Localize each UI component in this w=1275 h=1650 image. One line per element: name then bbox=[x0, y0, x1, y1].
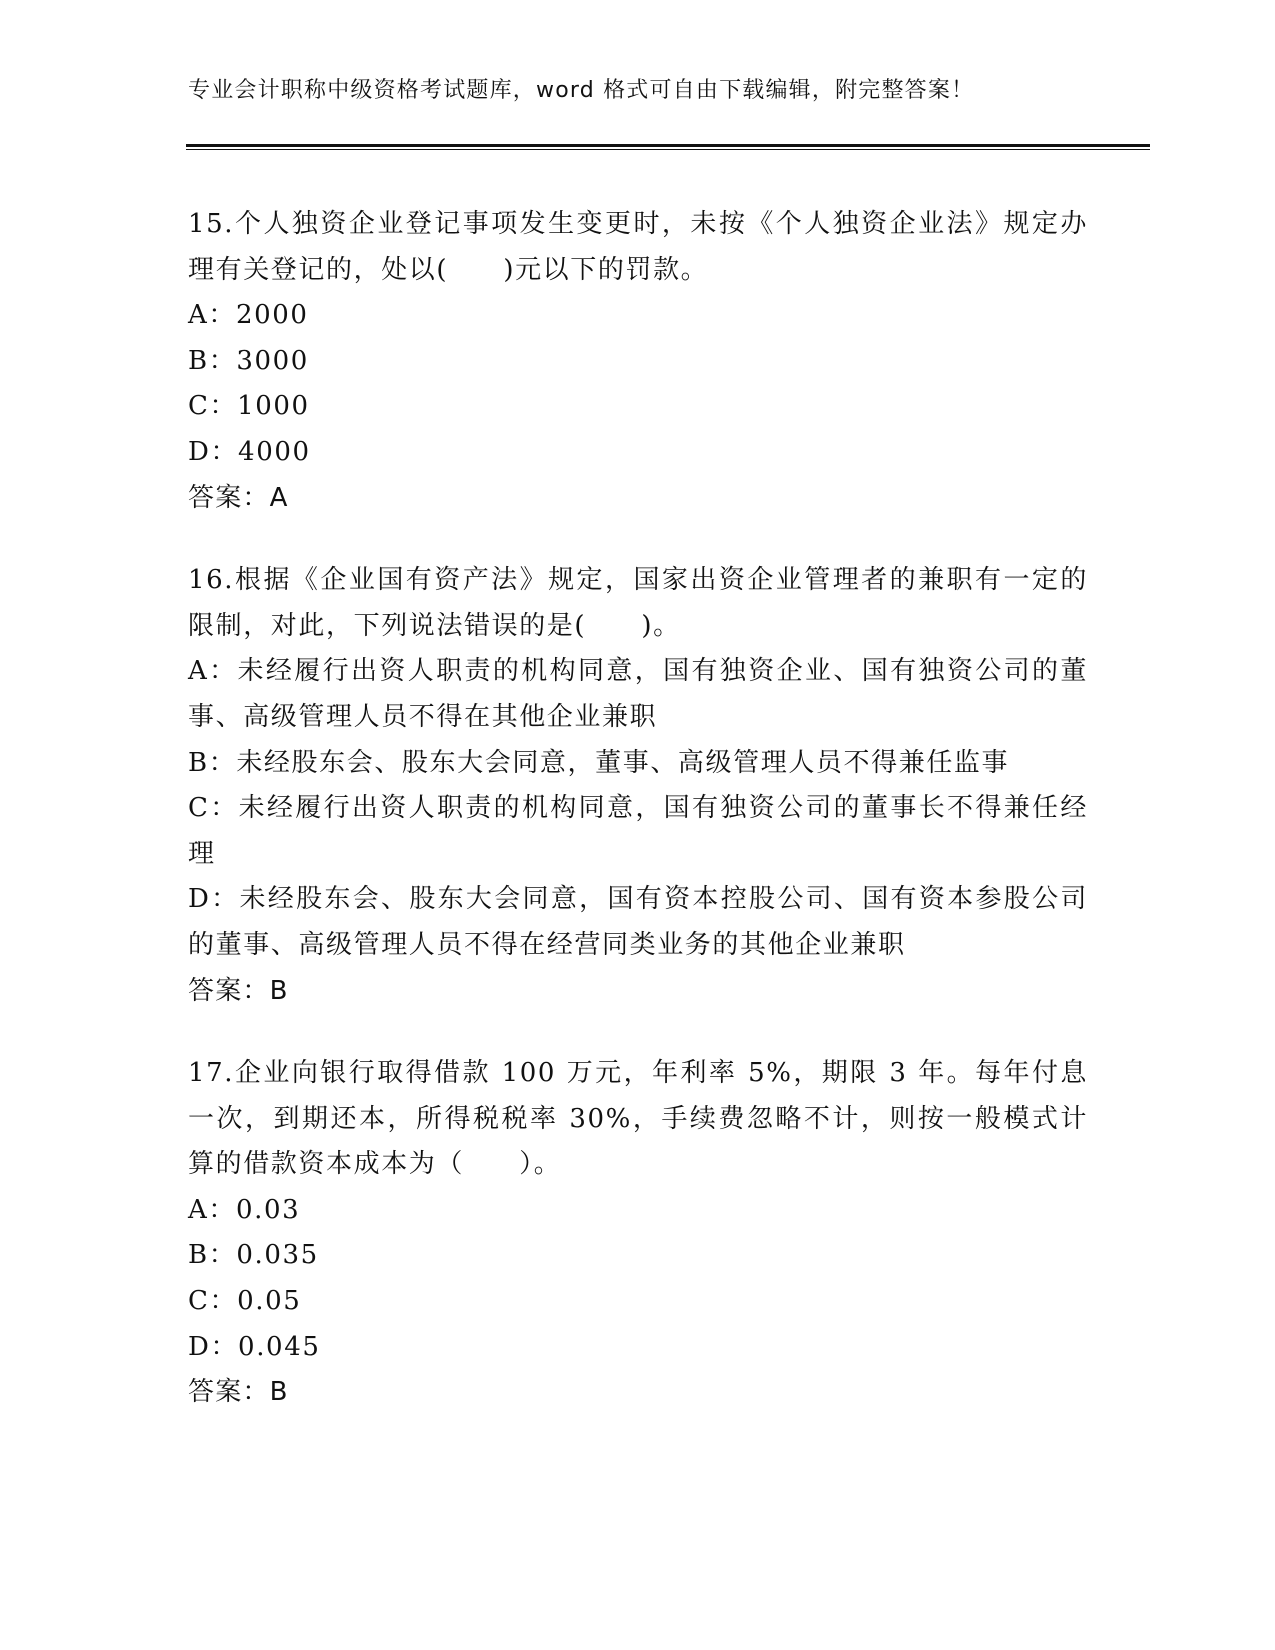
option-key: C： bbox=[188, 1286, 238, 1317]
option-c bbox=[188, 384, 1088, 430]
option-key: C： bbox=[188, 391, 238, 422]
option-text: 3000 bbox=[236, 345, 309, 376]
option-key: B： bbox=[188, 345, 237, 376]
option-key: A： bbox=[188, 656, 238, 687]
option-d bbox=[188, 430, 1088, 476]
question-stem: 17.企业向银行取得借款 100 万元，年利率 5%，期限 3 年。每年付息一次，到期还本，所得税税率 30%，手续费忽略不计，则按一般模式计算的借款资本成本为（ ）。 bbox=[188, 1058, 1088, 1180]
answer-line: 答案：B bbox=[188, 1377, 289, 1408]
option-text: 0.03 bbox=[235, 1194, 301, 1225]
option-key: D： bbox=[188, 436, 239, 467]
option-a bbox=[188, 1188, 1088, 1234]
question-17 bbox=[188, 1051, 1088, 1416]
answer-line: 答案：B bbox=[188, 975, 289, 1006]
option-text: 0.05 bbox=[237, 1286, 302, 1317]
option-text: 未经履行出资人职责的机构同意，国有独资公司的董事长不得兼任经理 bbox=[188, 793, 1088, 869]
option-text: 0.045 bbox=[238, 1331, 321, 1362]
option-key: D： bbox=[188, 1331, 239, 1362]
option-text: 未经履行出资人职责的机构同意，国有独资企业、国有独资公司的董事、高级管理人员不得在其他企业兼职 bbox=[188, 656, 1088, 732]
option-key: A： bbox=[188, 300, 236, 331]
option-key: D： bbox=[188, 884, 240, 915]
option-key: C： bbox=[188, 793, 239, 824]
question-15 bbox=[188, 202, 1088, 521]
option-b bbox=[188, 741, 1088, 787]
option-text: 未经股东会、股东大会同意，董事、高级管理人员不得兼任监事 bbox=[236, 747, 1010, 778]
option-text: 4000 bbox=[238, 436, 311, 467]
option-key: A： bbox=[188, 1194, 236, 1225]
header-divider bbox=[186, 144, 1150, 150]
option-d bbox=[188, 877, 1088, 968]
option-c bbox=[188, 786, 1088, 877]
option-a bbox=[188, 649, 1088, 740]
page-header: 专业会计职称中级资格考试题库，word 格式可自由下载编辑，附完整答案！ bbox=[188, 78, 975, 103]
question-stem: 15.个人独资企业登记事项发生变更时，未按《个人独资企业法》规定办理有关登记的，处以( )元以下的罚款。 bbox=[188, 209, 1088, 285]
option-a bbox=[188, 293, 1088, 339]
question-list bbox=[188, 202, 1088, 1453]
option-b bbox=[188, 339, 1088, 385]
option-key: B： bbox=[188, 1240, 237, 1271]
question-stem: 16.根据《企业国有资产法》规定，国家出资企业管理者的兼职有一定的限制，对此，下列说法错误的是( )。 bbox=[188, 565, 1088, 641]
option-text: 1000 bbox=[237, 391, 310, 422]
answer-line: 答案：A bbox=[188, 482, 289, 513]
option-text: 未经股东会、股东大会同意，国有资本控股公司、国有资本参股公司的董事、高级管理人员不得在经营同类业务的其他企业兼职 bbox=[188, 884, 1088, 960]
option-key: B： bbox=[188, 747, 237, 778]
option-text: 0.035 bbox=[236, 1240, 319, 1271]
option-d bbox=[188, 1325, 1088, 1371]
option-b bbox=[188, 1233, 1088, 1279]
option-c bbox=[188, 1279, 1088, 1325]
option-text: 2000 bbox=[235, 300, 309, 331]
question-16 bbox=[188, 558, 1088, 1014]
